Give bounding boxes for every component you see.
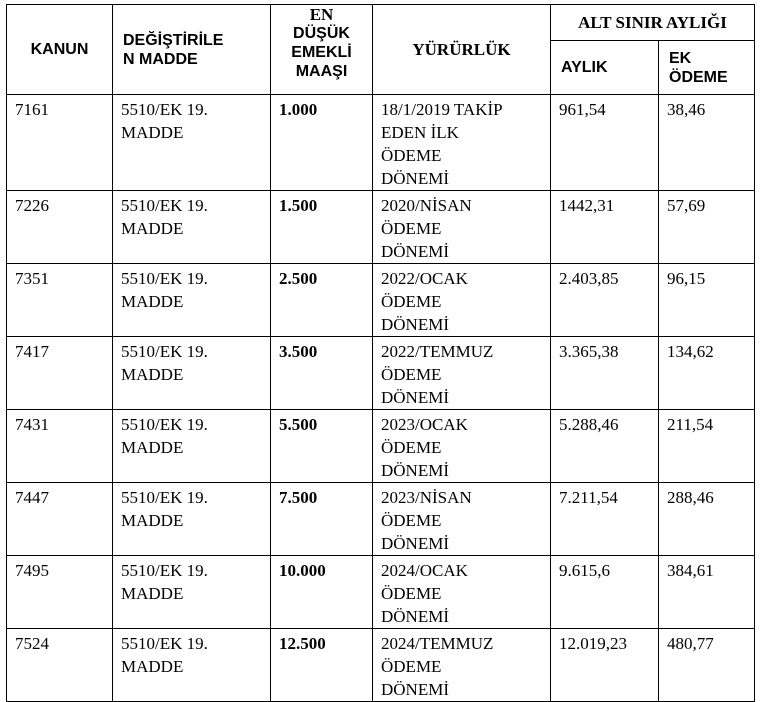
cell-aylik bbox=[551, 264, 659, 337]
cell-ek-odeme bbox=[659, 264, 755, 337]
yururluk-line: 2022/OCAK bbox=[381, 269, 468, 288]
yururluk-line: 2024/OCAK bbox=[381, 561, 468, 580]
pension-table bbox=[6, 4, 755, 702]
table-row bbox=[7, 264, 755, 337]
table-row bbox=[7, 191, 755, 264]
table-row bbox=[7, 483, 755, 556]
cell-aylik bbox=[551, 556, 659, 629]
ek-odeme-value: 384,61 bbox=[667, 561, 714, 580]
header-aylik bbox=[551, 41, 659, 95]
yururluk-line: EDEN İLK bbox=[381, 123, 459, 142]
cell-madde bbox=[113, 264, 271, 337]
yururluk-line: DÖNEMİ bbox=[381, 607, 449, 626]
cell-aylik bbox=[551, 483, 659, 556]
header-maas-line: EN bbox=[309, 5, 334, 24]
aylik-value: 5.288,46 bbox=[559, 415, 619, 434]
maas-value: 5.500 bbox=[279, 415, 318, 434]
maas-value: 1.500 bbox=[279, 196, 318, 215]
header-en-dusuk-emekli-maasi bbox=[271, 5, 373, 95]
header-maas-line: MAAŞI bbox=[295, 63, 348, 80]
cell-yururluk bbox=[373, 629, 551, 702]
cell-madde bbox=[113, 556, 271, 629]
cell-madde bbox=[113, 629, 271, 702]
madde-line: MADDE bbox=[121, 123, 184, 142]
yururluk-line: DÖNEMİ bbox=[381, 680, 449, 699]
yururluk-line: DÖNEMİ bbox=[381, 315, 449, 334]
ek-odeme-value: 211,54 bbox=[667, 415, 714, 434]
maas-value: 2.500 bbox=[279, 269, 318, 288]
cell-kanun bbox=[7, 337, 113, 410]
header-maas-line: DÜŞÜK bbox=[293, 25, 350, 42]
maas-value: 10.000 bbox=[279, 561, 326, 580]
cell-ek-odeme bbox=[659, 483, 755, 556]
aylik-value: 961,54 bbox=[559, 100, 606, 119]
cell-aylik bbox=[551, 337, 659, 410]
header-ek-line: EK bbox=[669, 49, 692, 67]
cell-kanun bbox=[7, 483, 113, 556]
ek-odeme-value: 480,77 bbox=[667, 634, 714, 653]
maas-value: 3.500 bbox=[279, 342, 318, 361]
cell-aylik bbox=[551, 629, 659, 702]
aylik-value: 3.365,38 bbox=[559, 342, 619, 361]
madde-line: MADDE bbox=[121, 292, 184, 311]
kanun-value: 7161 bbox=[15, 100, 49, 119]
table-row bbox=[7, 556, 755, 629]
cell-maas bbox=[271, 191, 373, 264]
cell-ek-odeme bbox=[659, 95, 755, 191]
cell-kanun bbox=[7, 95, 113, 191]
kanun-value: 7524 bbox=[15, 634, 49, 653]
table-row bbox=[7, 95, 755, 191]
cell-yururluk bbox=[373, 337, 551, 410]
cell-aylik bbox=[551, 191, 659, 264]
madde-line: 5510/EK 19. bbox=[121, 634, 208, 653]
header-ek-odeme bbox=[659, 41, 755, 95]
cell-maas bbox=[271, 483, 373, 556]
yururluk-line: ÖDEME bbox=[381, 365, 442, 384]
cell-maas bbox=[271, 264, 373, 337]
cell-ek-odeme bbox=[659, 629, 755, 702]
madde-line: MADDE bbox=[121, 438, 184, 457]
yururluk-line: ÖDEME bbox=[381, 438, 442, 457]
cell-aylik bbox=[551, 95, 659, 191]
cell-kanun bbox=[7, 191, 113, 264]
madde-line: MADDE bbox=[121, 219, 184, 238]
madde-line: MADDE bbox=[121, 657, 184, 676]
kanun-value: 7351 bbox=[15, 269, 49, 288]
kanun-value: 7495 bbox=[15, 561, 49, 580]
yururluk-line: DÖNEMİ bbox=[381, 388, 449, 407]
madde-line: 5510/EK 19. bbox=[121, 415, 208, 434]
cell-madde bbox=[113, 410, 271, 483]
header-aylik-text: AYLIK bbox=[561, 59, 608, 76]
cell-maas bbox=[271, 95, 373, 191]
cell-madde bbox=[113, 337, 271, 410]
header-kanun bbox=[7, 5, 113, 95]
cell-kanun bbox=[7, 629, 113, 702]
yururluk-line: ÖDEME bbox=[381, 657, 442, 676]
aylik-value: 1442,31 bbox=[559, 196, 615, 215]
yururluk-line: 2023/OCAK bbox=[381, 415, 468, 434]
cell-ek-odeme bbox=[659, 191, 755, 264]
ek-odeme-value: 288,46 bbox=[667, 488, 714, 507]
header-yururluk-text: YÜRÜRLÜK bbox=[412, 40, 511, 59]
yururluk-line: 2023/NİSAN bbox=[381, 488, 472, 507]
ek-odeme-value: 134,62 bbox=[667, 342, 714, 361]
cell-maas bbox=[271, 410, 373, 483]
yururluk-line: 18/1/2019 TAKİP bbox=[381, 100, 503, 119]
yururluk-line: 2024/TEMMUZ bbox=[381, 634, 494, 653]
table-header bbox=[7, 5, 755, 95]
cell-ek-odeme bbox=[659, 556, 755, 629]
aylik-value: 9.615,6 bbox=[559, 561, 610, 580]
cell-yururluk bbox=[373, 483, 551, 556]
header-degistirilen-madde bbox=[113, 5, 271, 95]
cell-kanun bbox=[7, 264, 113, 337]
madde-line: 5510/EK 19. bbox=[121, 561, 208, 580]
cell-yururluk bbox=[373, 556, 551, 629]
cell-ek-odeme bbox=[659, 337, 755, 410]
cell-madde bbox=[113, 191, 271, 264]
header-alt-sinir-ayligi bbox=[551, 5, 755, 41]
yururluk-line: DÖNEMİ bbox=[381, 534, 449, 553]
madde-line: 5510/EK 19. bbox=[121, 269, 208, 288]
yururluk-line: 2020/NİSAN bbox=[381, 196, 472, 215]
cell-madde bbox=[113, 483, 271, 556]
maas-value: 12.500 bbox=[279, 634, 326, 653]
aylik-value: 2.403,85 bbox=[559, 269, 619, 288]
header-alt-sinir-text: ALT SINIR AYLIĞI bbox=[578, 13, 727, 32]
cell-yururluk bbox=[373, 264, 551, 337]
yururluk-line: 2022/TEMMUZ bbox=[381, 342, 494, 361]
cell-kanun bbox=[7, 410, 113, 483]
header-maas-line: EMEKLİ bbox=[291, 44, 352, 61]
kanun-value: 7447 bbox=[15, 488, 49, 507]
cell-maas bbox=[271, 629, 373, 702]
cell-maas bbox=[271, 337, 373, 410]
ek-odeme-value: 96,15 bbox=[667, 269, 706, 288]
aylik-value: 7.211,54 bbox=[559, 488, 618, 507]
madde-line: MADDE bbox=[121, 511, 184, 530]
yururluk-line: DÖNEMİ bbox=[381, 169, 449, 188]
cell-yururluk bbox=[373, 191, 551, 264]
yururluk-line: DÖNEMİ bbox=[381, 461, 449, 480]
header-kanun-text: KANUN bbox=[30, 41, 89, 58]
cell-kanun bbox=[7, 556, 113, 629]
header-ek-line: ÖDEME bbox=[669, 68, 728, 86]
kanun-value: 7431 bbox=[15, 415, 49, 434]
madde-line: 5510/EK 19. bbox=[121, 488, 208, 507]
kanun-value: 7226 bbox=[15, 196, 49, 215]
cell-maas bbox=[271, 556, 373, 629]
maas-value: 7.500 bbox=[279, 488, 318, 507]
header-yururluk bbox=[373, 5, 551, 95]
table-row bbox=[7, 629, 755, 702]
cell-ek-odeme bbox=[659, 410, 755, 483]
table-row bbox=[7, 410, 755, 483]
cell-aylik bbox=[551, 410, 659, 483]
yururluk-line: ÖDEME bbox=[381, 219, 442, 238]
yururluk-line: ÖDEME bbox=[381, 584, 442, 603]
kanun-value: 7417 bbox=[15, 342, 49, 361]
madde-line: 5510/EK 19. bbox=[121, 100, 208, 119]
ek-odeme-value: 57,69 bbox=[667, 196, 706, 215]
ek-odeme-value: 38,46 bbox=[667, 100, 706, 119]
madde-line: MADDE bbox=[121, 584, 184, 603]
aylik-value: 12.019,23 bbox=[559, 634, 627, 653]
cell-madde bbox=[113, 95, 271, 191]
madde-line: 5510/EK 19. bbox=[121, 342, 208, 361]
madde-line: 5510/EK 19. bbox=[121, 196, 208, 215]
header-madde-line: N MADDE bbox=[123, 50, 198, 68]
table-row bbox=[7, 337, 755, 410]
maas-value: 1.000 bbox=[279, 100, 318, 119]
cell-yururluk bbox=[373, 95, 551, 191]
table-body bbox=[7, 95, 755, 702]
yururluk-line: ÖDEME bbox=[381, 511, 442, 530]
header-madde-line: DEĞİŞTİRİLE bbox=[123, 31, 224, 49]
cell-yururluk bbox=[373, 410, 551, 483]
yururluk-line: ÖDEME bbox=[381, 146, 442, 165]
madde-line: MADDE bbox=[121, 365, 184, 384]
yururluk-line: DÖNEMİ bbox=[381, 242, 449, 261]
yururluk-line: ÖDEME bbox=[381, 292, 442, 311]
